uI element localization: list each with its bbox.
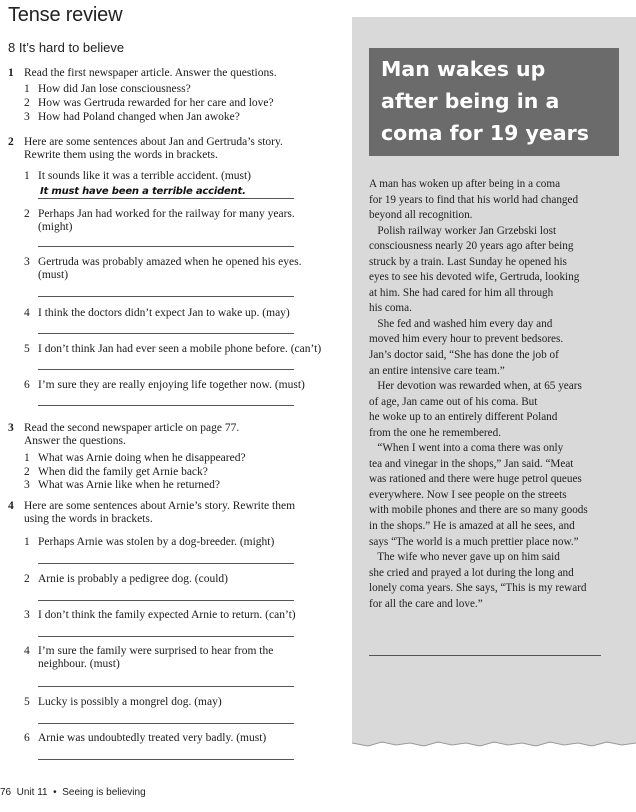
item-text: Gertruda was probably amazed when he opened his eyes. [38, 256, 302, 268]
item-text: Lucky is possibly a mongrel dog. (may) [38, 696, 222, 708]
article-line: consciousness nearly 20 years ago after being [369, 240, 574, 253]
article-line: he woke up to an entirely different Poland [369, 411, 558, 424]
exercise-instruction: Rewrite them using the words in brackets. [24, 149, 218, 161]
item-number: 6 [24, 379, 30, 391]
article-line: eyes to see his devoted wife, Gertruda, looking [369, 271, 580, 284]
item-text: Arnie is probably a pedigree dog. (could) [38, 573, 229, 585]
item-number: 1 [24, 536, 30, 548]
item-text: Perhaps Arnie was stolen by a dog-breeder. (might) [38, 536, 275, 548]
item-number: 5 [24, 343, 30, 355]
article-line: of age, Jan came out of his coma. But [369, 395, 538, 408]
item-number: 3 [24, 609, 30, 621]
item-text: Perhaps Jan had worked for the railway for many years. [38, 208, 295, 220]
article-line: from the one he remembered. [369, 426, 502, 439]
answer-line [38, 198, 294, 199]
item-text: neighbour. (must) [38, 658, 120, 670]
item-text: I’m sure they are really enjoying life together now. (must) [38, 379, 305, 391]
question-text: What was Arnie doing when he disappeared? [38, 452, 246, 464]
exercise-instruction: Read the second newspaper article on page 77. [24, 422, 240, 434]
answer-line [38, 686, 294, 687]
question-number: 2 [24, 466, 30, 478]
question-number: 1 [24, 83, 30, 95]
item-text: I’m sure the family were surprised to hear from the [38, 645, 274, 657]
article-line: she cried and prayed a lot during the long and [369, 566, 574, 579]
answer-line [38, 723, 294, 724]
headline-line: after being in a [381, 89, 560, 113]
exercise-number: 1 [8, 67, 14, 79]
article-line: was rationed and there were huge petrol queues [369, 473, 582, 486]
exercise-instruction: using the words in brackets. [24, 513, 153, 525]
torn-edge [352, 735, 636, 751]
question-number: 3 [24, 111, 30, 123]
item-number: 5 [24, 696, 30, 708]
item-number: 4 [24, 307, 30, 319]
answer-line [38, 600, 294, 601]
exercise-number: 4 [8, 500, 14, 512]
answer-line [38, 563, 294, 564]
item-number: 2 [24, 208, 30, 220]
question-number: 2 [24, 97, 30, 109]
item-text: (must) [38, 269, 69, 281]
exercise-instruction: Here are some sentences about Jan and Gertruda’s story. [24, 136, 283, 148]
article-answer-line [369, 655, 601, 656]
exercise-instruction: Read the first newspaper article. Answer the questions. [24, 67, 277, 79]
item-text: I don’t think Jan had ever seen a mobile phone before. (can’t) [38, 343, 322, 355]
answer-line [38, 759, 294, 760]
question-text: When did the family get Arnie back? [38, 466, 208, 478]
article-line: at him. She had cared for him all through [369, 286, 554, 299]
article-line: beyond all recognition. [369, 209, 473, 222]
answer-line [38, 296, 294, 297]
item-text: Arnie was undoubtedly treated very badly. (must) [38, 732, 267, 744]
item-text: It sounds like it was a terrible accident. (must) [38, 170, 252, 182]
article-line: says “The world is a much prettier place now.” [369, 535, 579, 548]
article-line: an entire intensive care team.” [369, 364, 505, 377]
article-line: She fed and washed him every day and [369, 317, 553, 330]
article-line: his coma. [369, 302, 412, 315]
answer-line [38, 636, 294, 637]
headline-line: coma for 19 years [381, 121, 589, 145]
item-text: I don’t think the family expected Arnie to return. (can’t) [38, 609, 296, 621]
item-text: I think the doctors didn’t expect Jan to wake up. (may) [38, 307, 290, 319]
answer-line [38, 246, 294, 247]
article-line: Polish railway worker Jan Grzebski lost [369, 224, 557, 237]
item-number: 3 [24, 256, 30, 268]
article-line: lonely coma years. She says, “This is my reward [369, 582, 587, 595]
answer-line [38, 333, 294, 334]
question-number: 1 [24, 452, 30, 464]
article-line: Her devotion was rewarded when, at 65 years [369, 380, 582, 393]
exercise-number: 3 [8, 422, 14, 434]
article-line: everywhere. Now I see people on the streets [369, 488, 567, 501]
item-number: 2 [24, 573, 30, 585]
item-number: 4 [24, 645, 30, 657]
page-footer: 76 Unit 11 • Seeing is believing [0, 787, 146, 798]
exercise-number: 2 [8, 136, 14, 148]
article-body [369, 177, 588, 612]
exercise-instruction: Answer the questions. [24, 435, 126, 447]
answer-line [38, 369, 294, 370]
article-line: for 19 years to find that his world had changed [369, 193, 579, 206]
headline-line: Man wakes up [381, 57, 546, 81]
item-number: 1 [24, 170, 30, 182]
answer-line [38, 405, 294, 406]
article-line: struck by a train. Last Sunday he opened his [369, 255, 567, 268]
article-line: for all the care and love.” [369, 597, 483, 610]
section-subtitle: 8 It’s hard to believe [8, 40, 125, 55]
handwritten-answer: It must have been a terrible accident. [40, 186, 246, 197]
article-headline [381, 53, 617, 149]
article-line: with mobile phones and there are so many goods [369, 504, 588, 517]
article-line: A man has woken up after being in a coma [369, 178, 561, 190]
article-line: “When I went into a coma there was only [369, 442, 564, 455]
question-text: What was Arnie like when he returned? [38, 479, 221, 491]
article-line: The wife who never gave up on him said [369, 551, 560, 564]
question-text: How had Poland changed when Jan awoke? [38, 111, 240, 123]
article-line: tea and vinegar in the shops,” Jan said. “Meat [369, 457, 574, 470]
article-line: moved him every hour to prevent bedsores. [369, 333, 564, 346]
article-line: in the shops.” He is amazed at all he sees, and [369, 520, 575, 533]
item-number: 6 [24, 732, 30, 744]
question-text: How did Jan lose consciousness? [38, 83, 191, 95]
item-text: (might) [38, 221, 73, 233]
exercise-instruction: Here are some sentences about Arnie’s story. Rewrite them [24, 500, 296, 512]
question-number: 3 [24, 479, 30, 491]
article-line: Jan’s doctor said, “She has done the job of [369, 349, 559, 362]
page-title: Tense review [8, 4, 123, 26]
question-text: How was Gertruda rewarded for her care and love? [38, 97, 274, 109]
